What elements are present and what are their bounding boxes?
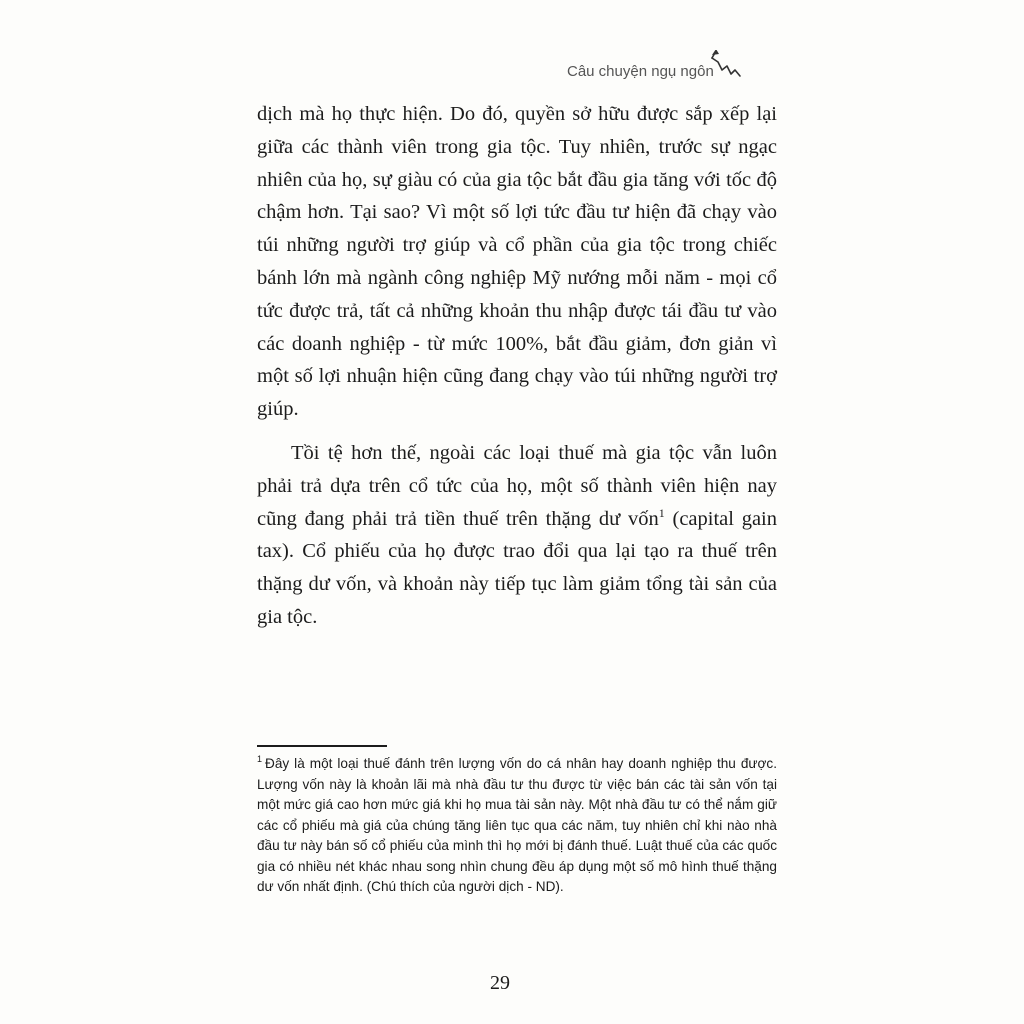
paragraph-2 <box>257 437 777 634</box>
paragraph-1: dịch mà họ thực hiện. Do đó, quyền sở hữu được sắp xếp lại giữa các thành viên trong gia tộc. Tuy nhiên, trước sự ngạc nhiên của họ, sự giàu có của gia tộc bắt đầu gia tăng với tốc độ chậm hơn. Tại sao? Vì một số lợi tức đầu tư hiện đã chạy vào túi những người trợ giúp và cổ phần của gia tộc trong chiếc bánh lớn mà ngành công nghiệp Mỹ nướng mỗi năm - mọi cổ tức được trả, tất cả những khoản thu nhập được tái đầu tư vào các doanh nghiệp - từ mức 100%, bắt đầu giảm, đơn giản vì một số lợi nhuận hiện cũng đang chạy vào túi những người trợ giúp. <box>257 103 777 421</box>
page-number: 29 <box>490 972 510 994</box>
footnote-number: 1 <box>257 754 263 765</box>
paragraph-2-part-1: Tồi tệ hơn thế, ngoài các loại thuế mà gia tộc vẫn luôn phải trả dựa trên cổ tức của họ, một số thành viên hiện nay cũng đang phải trả tiền thuế trên thặng dư vốn <box>257 441 777 530</box>
footnote-reference: 1 <box>658 505 665 520</box>
footnote <box>257 754 777 898</box>
footnote-divider <box>257 745 387 747</box>
running-header <box>567 60 757 90</box>
paragraph-2-part-2: (capital gain tax). Cổ phiếu của họ được trao đổi qua lại tạo ra thuế trên thặng dư vốn, và khoản này tiếp tục làm giảm tổng tài sản của gia tộc. <box>257 507 777 628</box>
footnote-text: Đây là một loại thuế đánh trên lượng vốn do cá nhân hay doanh nghiệp thu được. Lượng vốn này là khoản lãi mà nhà đầu tư thu được từ việc bán các tài sản vốn tại một mức giá cao hơn mức giá khi họ mua tài sản này. Một nhà đầu tư có thể nắm giữ các cổ phiếu mà giá của chúng tăng liên tục qua các năm, tuy nhiên chỉ khi nào nhà đầu tư này bán số cổ phiếu của mình thì họ mới bị đánh thuế. Luật thuế của các quốc gia có nhiều nét khác nhau song nhìn chung đều áp dụng một số mô hình thuế thặng dư vốn nhất định. (Chú thích của người dịch - ND). <box>257 756 777 894</box>
arrow-icon <box>710 50 750 82</box>
running-header-title: Câu chuyện ngụ ngôn <box>567 63 714 80</box>
body-text <box>257 98 777 634</box>
